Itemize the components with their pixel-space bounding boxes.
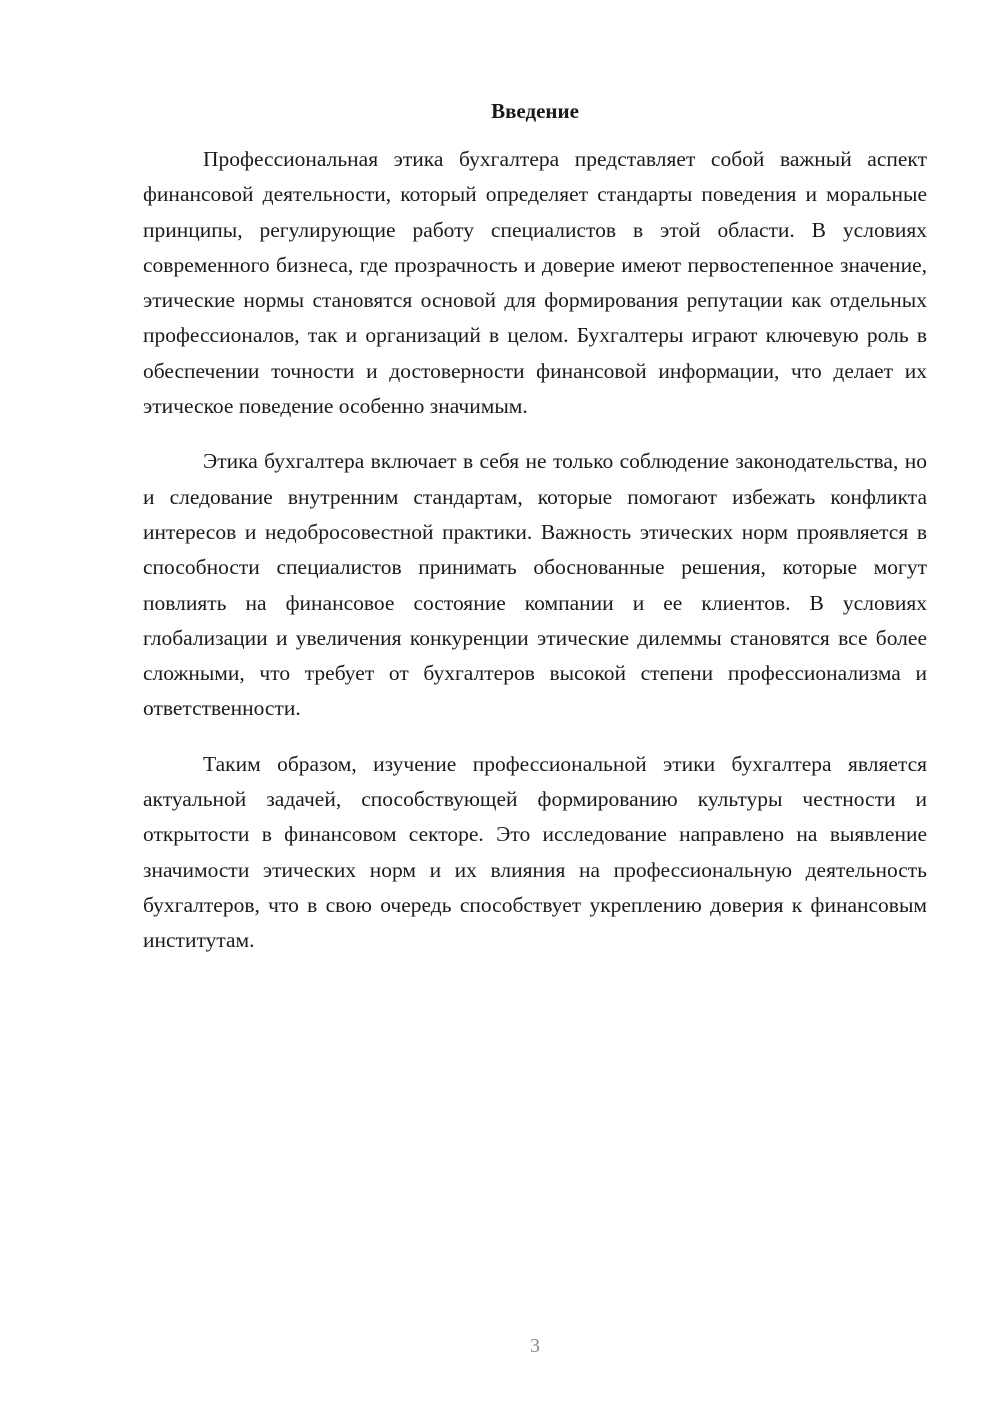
paragraph: Этика бухгалтера включает в себя не только соблюдение законодательства, но и следование внутренним стандартам, которые помогают избежать конфликта интересов и недобросовестной практики. Важность этических норм проявляется в способности специалистов принимать обоснованные решения, которые могут повлиять на финансовое состояние компании и ее клиентов. В условиях глобализации и увеличения конкуренции этические дилеммы становятся все более сложными, что требует от бухгалтеров высокой степени профессионализма и ответственности. bbox=[143, 449, 927, 721]
page-number: 3 bbox=[530, 1335, 540, 1357]
paragraph: Профессиональная этика бухгалтера представляет собой важный аспект финансовой деятельности, который определяет стандарты поведения и моральные принципы, регулирующие работу специалистов в этой области. В условиях современного бизнеса, где прозрачность и доверие имеют первостепенное значение, этические нормы становятся основой для формирования репутации как отдельных профессионалов, так и организаций в целом. Бухгалтеры играют ключевую роль в обеспечении точности и достоверности финансовой информации, что делает их этическое поведение особенно значимым. bbox=[143, 147, 927, 419]
paragraph: Таким образом, изучение профессиональной этики бухгалтера является актуальной задачей, способствующей формированию культуры честности и открытости в финансовом секторе. Это исследование направлено на выявление значимости этических норм и их влияния на профессиональную деятельность бухгалтеров, что в свою очередь способствует укреплению доверия к финансовым институтам. bbox=[143, 751, 927, 953]
section-heading: Введение bbox=[491, 99, 579, 123]
body-text bbox=[143, 142, 927, 979]
